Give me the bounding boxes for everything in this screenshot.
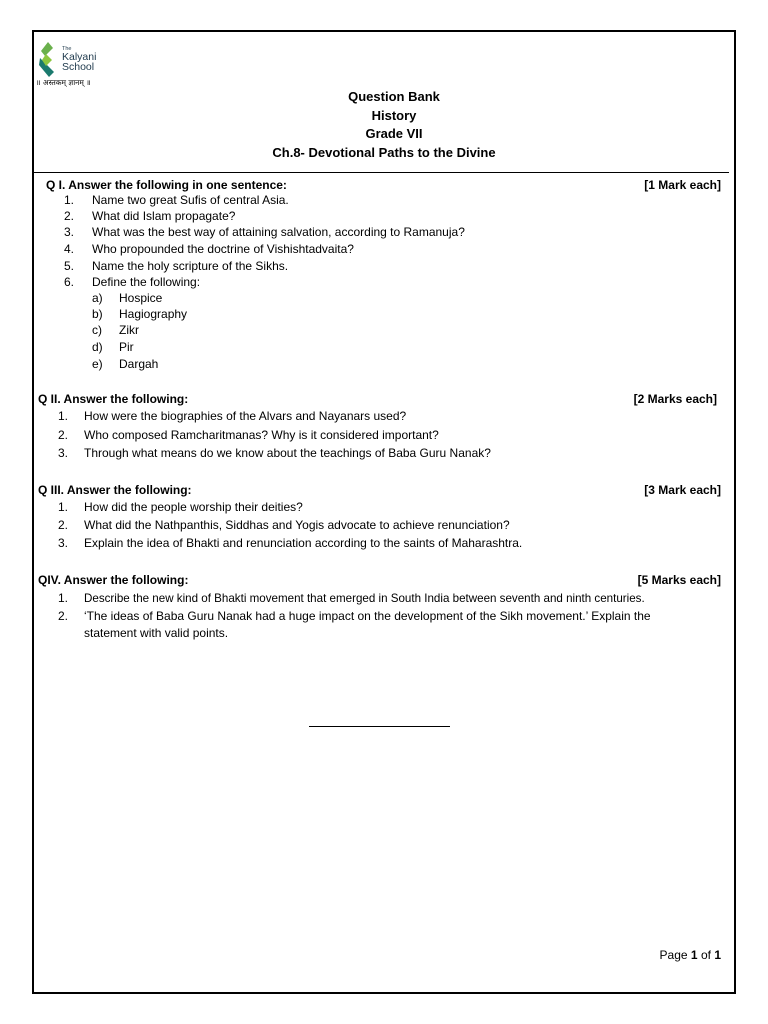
question-text: Describe the new kind of Bhakti movement that emerged in South India between seventh and ninth centuries. xyxy=(84,592,645,605)
sub-item-label: a) xyxy=(92,291,103,305)
question-number: 5. xyxy=(63,259,74,273)
question-text: Explain the idea of Bhakti and renunciation according to the saints of Maharashtra. xyxy=(84,536,523,550)
question-number: 1. xyxy=(57,409,68,423)
section-3-marks: [3 Mark each] xyxy=(644,483,721,497)
section-2-marks: [2 Marks each] xyxy=(633,392,717,406)
question-text: How did the people worship their deities? xyxy=(84,500,303,514)
title-question-bank: Question Bank xyxy=(348,89,440,104)
question-number: 2. xyxy=(63,209,74,223)
section-4-heading: QIV. Answer the following: xyxy=(38,573,189,587)
question-text: ‘The ideas of Baba Guru Nanak had a huge impact on the development of the Sikh movement.’ Explain the statement with valid points. xyxy=(84,609,651,640)
question-text: Who composed Ramcharitmanas? Why is it considered important? xyxy=(84,428,439,442)
title-subject: History xyxy=(371,107,417,123)
question-text: How were the biographies of the Alvars and Nayanars used? xyxy=(84,409,407,423)
question-text: What was the best way of attaining salvation, according to Ramanuja? xyxy=(92,225,465,239)
section-1-heading: Q I. Answer the following in one sentence: xyxy=(46,178,287,192)
question-text: Through what means do we know about the teachings of Baba Guru Nanak? xyxy=(84,446,491,460)
section-1-marks: [1 Mark each] xyxy=(644,178,721,192)
question-number: 1. xyxy=(57,500,68,514)
question-number: 2. xyxy=(57,518,68,532)
question-number: 1. xyxy=(63,193,74,207)
question-number: 3. xyxy=(63,225,74,239)
question-text: What did Islam propagate? xyxy=(92,209,236,223)
question-number: 3. xyxy=(57,536,68,550)
sub-item-label: d) xyxy=(92,340,103,354)
sub-item-text: Pir xyxy=(119,340,134,354)
title-grade: Grade VII xyxy=(365,126,423,141)
section-4-marks: [5 Marks each] xyxy=(637,573,721,587)
question-number: 3. xyxy=(57,446,68,460)
sub-item-label: c) xyxy=(92,323,102,337)
question-number: 2. xyxy=(57,428,68,442)
title-block xyxy=(0,88,768,162)
question-text: Name the holy scripture of the Sikhs. xyxy=(92,259,289,273)
header-divider xyxy=(34,172,729,173)
sub-item-text: Dargah xyxy=(119,357,159,371)
sub-item-text: Hospice xyxy=(119,291,163,305)
question-number: 6. xyxy=(63,275,74,289)
logo-the: The xyxy=(62,46,72,52)
logo-line1: Kalyani xyxy=(62,51,97,63)
section-2-heading: Q II. Answer the following: xyxy=(38,392,189,406)
sub-item-text: Zikr xyxy=(119,323,139,337)
question-number: 1. xyxy=(57,591,68,605)
question-number: 4. xyxy=(63,242,74,256)
page-label: Page xyxy=(659,948,688,962)
logo-leaf-icon xyxy=(36,40,62,80)
sub-item-label: b) xyxy=(92,307,103,321)
end-line xyxy=(309,726,450,727)
logo-motto: ॥ अस्तकम् ज्ञानम् ॥ xyxy=(36,78,91,87)
sub-item-text: Hagiography xyxy=(119,307,188,321)
question-text: Define the following: xyxy=(92,275,201,289)
page-number xyxy=(660,948,721,962)
school-logo xyxy=(36,40,116,90)
question-text: Who propounded the doctrine of Vishishtadvaita? xyxy=(92,242,354,256)
sub-item-label: e) xyxy=(92,357,103,371)
logo-line2: School xyxy=(62,61,95,73)
page-current: 1 xyxy=(690,948,698,962)
question-number: 2. xyxy=(57,609,68,623)
question-text: What did the Nathpanthis, Siddhas and Yogis advocate to achieve renunciation? xyxy=(84,518,510,532)
question-text: Name two great Sufis of central Asia. xyxy=(92,193,289,207)
section-3-heading: Q III. Answer the following: xyxy=(38,483,192,497)
logo-wordmark xyxy=(62,46,96,72)
page-of: of xyxy=(700,948,711,962)
page-total: 1 xyxy=(714,948,721,962)
title-chapter: Ch.8- Devotional Paths to the Divine xyxy=(272,144,496,160)
